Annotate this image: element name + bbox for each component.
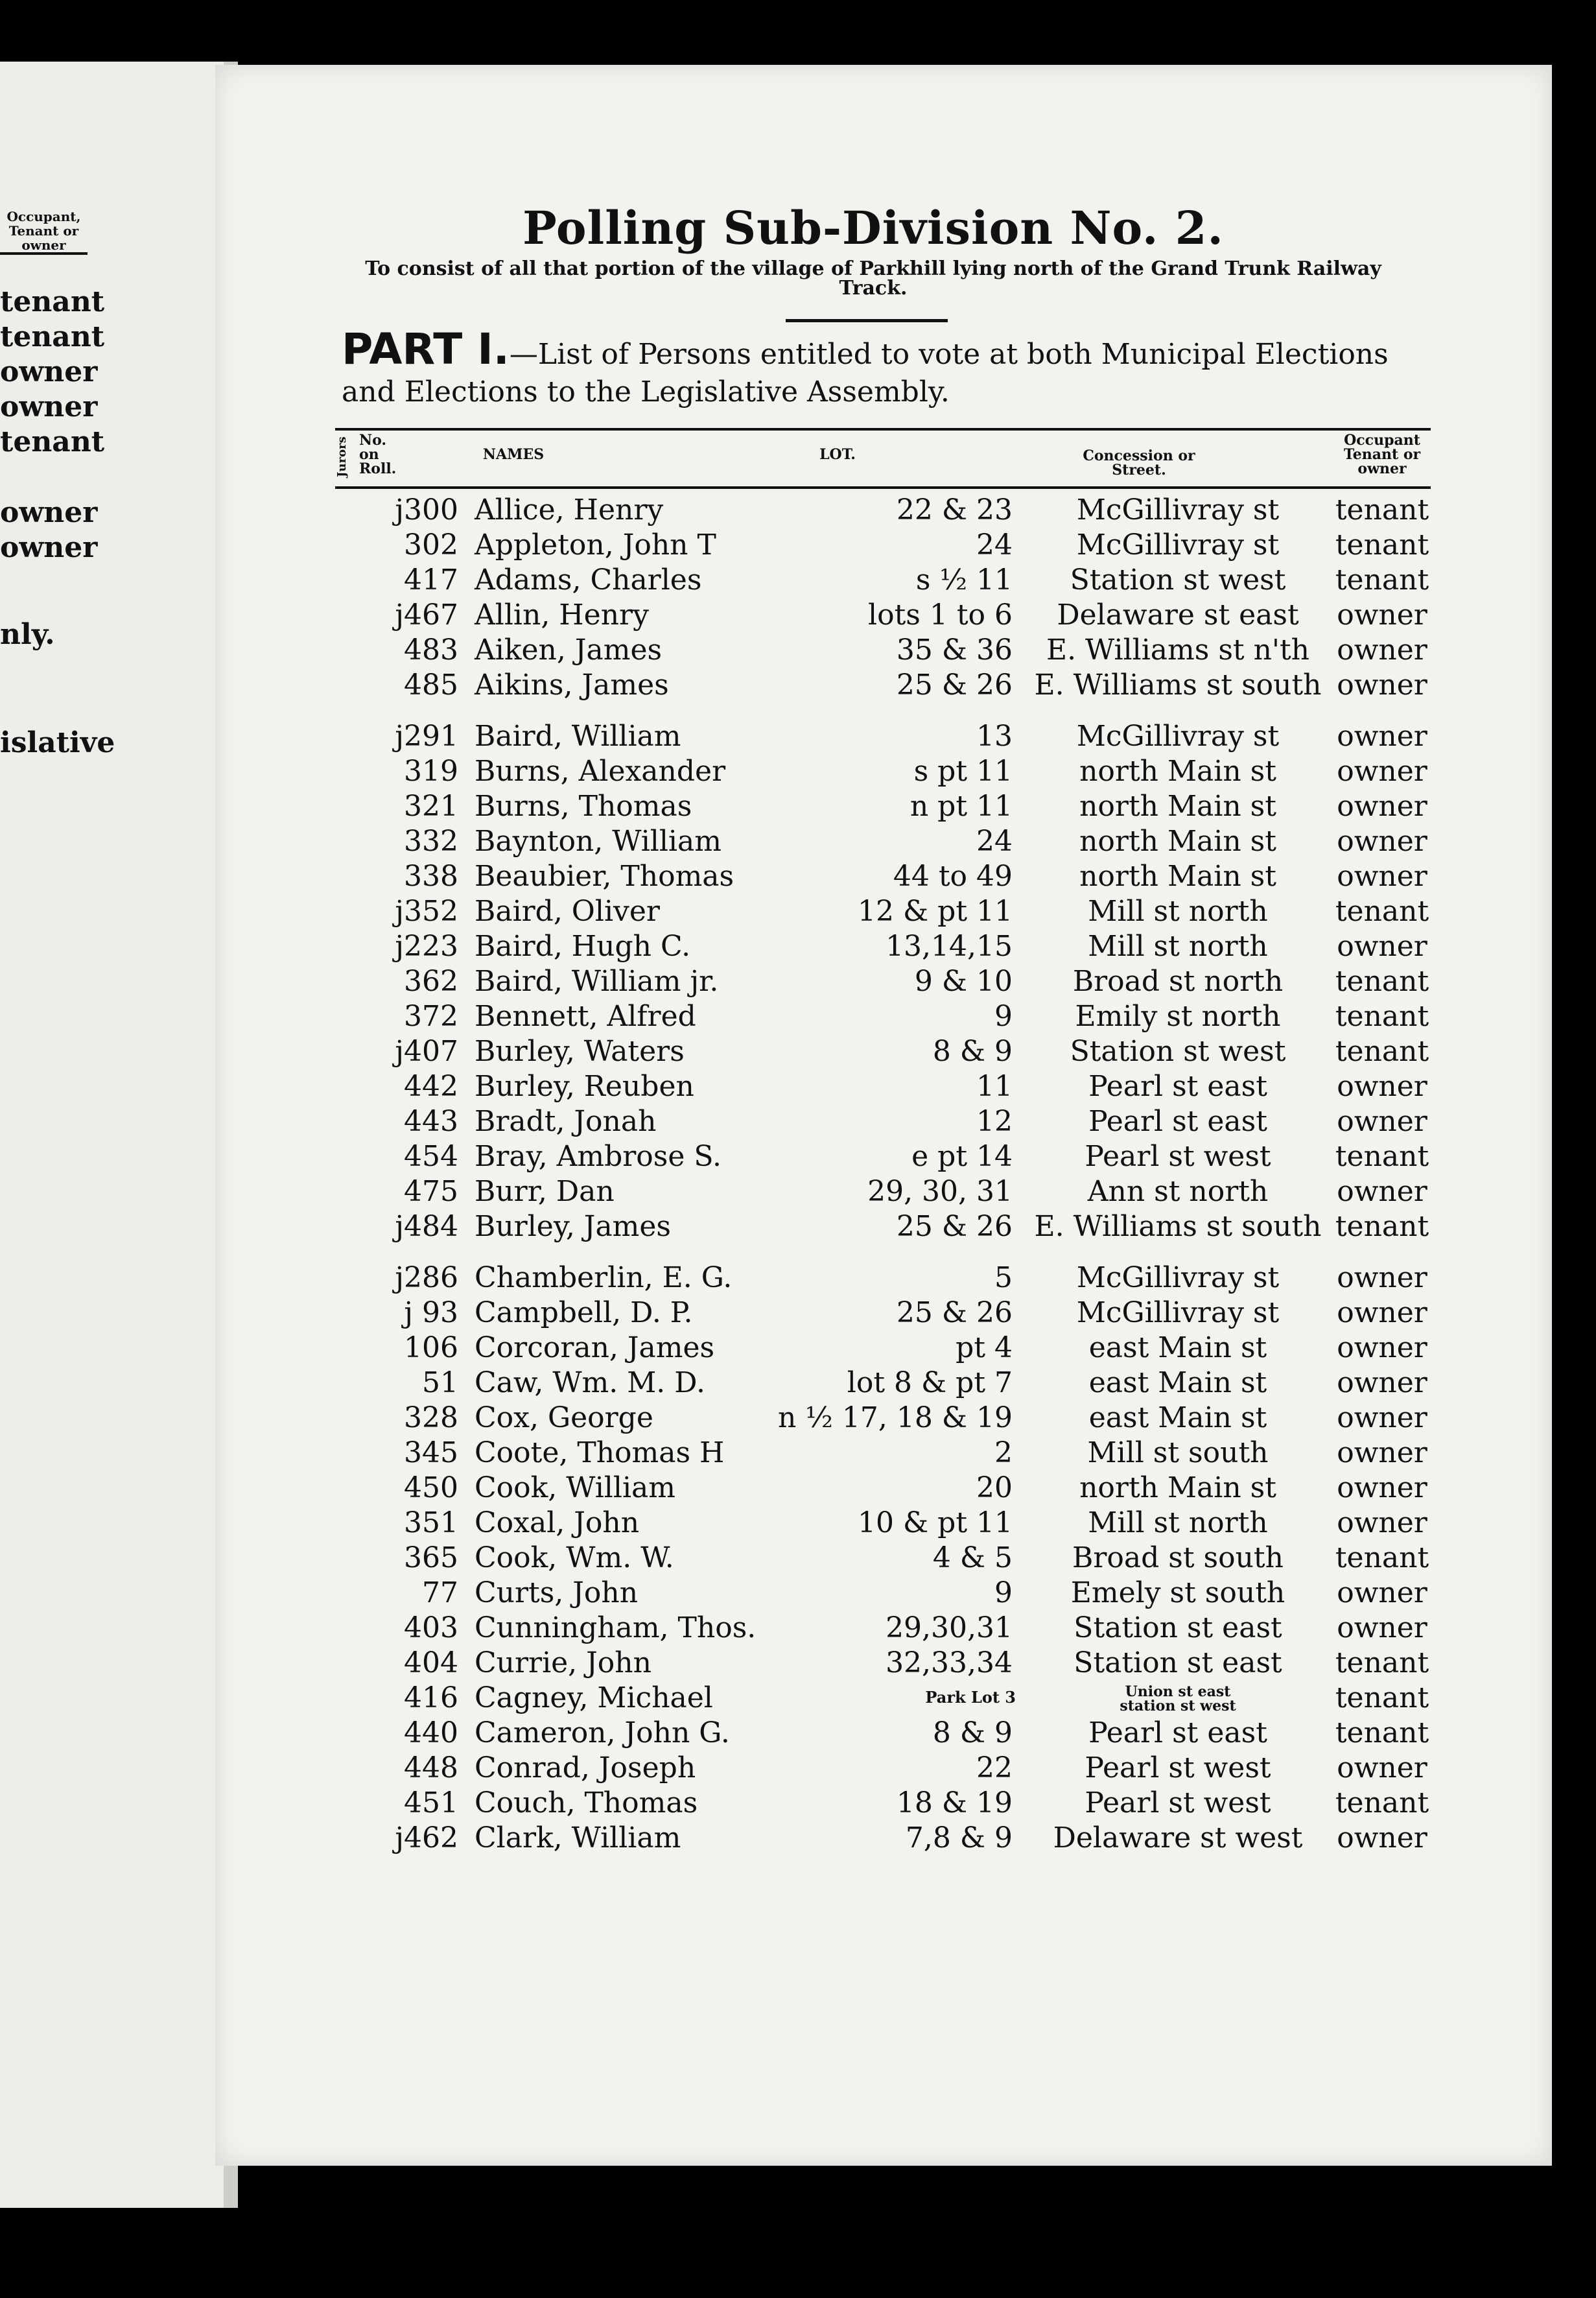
table-row <box>335 668 1431 703</box>
table-row <box>335 1331 1431 1366</box>
lot-number: 25 & 26 <box>896 1296 1013 1329</box>
voter-name: Allin, Henry <box>475 598 649 632</box>
roll-number: 362 <box>404 965 458 998</box>
lot-number: s ½ 11 <box>915 563 1013 597</box>
roll-number: 332 <box>404 825 458 858</box>
table-row <box>335 754 1431 789</box>
occupancy-status: owner <box>1337 1105 1427 1138</box>
roll-number: 403 <box>404 1611 458 1644</box>
street-name: north Main st <box>1079 1471 1276 1504</box>
header-concession: Concession or Street. <box>1083 447 1195 479</box>
occupancy-status: tenant <box>1335 1541 1429 1574</box>
street-name: Delaware st west <box>1053 1821 1303 1854</box>
street-name: McGillivray st <box>1076 720 1280 753</box>
lot-number: 7,8 & 9 <box>905 1821 1013 1854</box>
roll-number: 351 <box>404 1506 458 1539</box>
voter-name: Burns, Thomas <box>475 790 692 823</box>
roll-number: 404 <box>404 1646 458 1679</box>
lot-number: 18 & 19 <box>896 1786 1013 1819</box>
occupancy-status: owner <box>1337 1611 1427 1644</box>
lot-number: 24 <box>976 825 1013 858</box>
street-name: Mill st south <box>1087 1436 1269 1469</box>
voter-name: Burley, Waters <box>475 1035 685 1068</box>
lot-number: n ½ 17, 18 & 19 <box>777 1401 1013 1434</box>
roll-number: j462 <box>395 1821 458 1854</box>
occupancy-status: owner <box>1337 790 1427 823</box>
voter-name: Allice, Henry <box>475 493 664 527</box>
occupancy-status: tenant <box>1335 965 1429 998</box>
roll-number: j 93 <box>404 1296 458 1329</box>
street-name: east Main st <box>1088 1331 1267 1364</box>
table-row <box>335 1261 1431 1296</box>
roll-number: 51 <box>422 1366 458 1399</box>
table-row <box>335 1681 1431 1716</box>
occupancy-status: owner <box>1337 1506 1427 1539</box>
table-row <box>335 1296 1431 1331</box>
street-name: east Main st <box>1088 1401 1267 1434</box>
roll-number: j291 <box>395 720 458 753</box>
occupancy-status: owner <box>1337 1331 1427 1364</box>
left-page-line: islative <box>0 726 115 759</box>
table-row <box>335 493 1431 528</box>
street-name: Pearl st west <box>1085 1786 1271 1819</box>
lot-number: 8 & 9 <box>932 1035 1013 1068</box>
roll-number: 345 <box>404 1436 458 1469</box>
table-row <box>335 859 1431 894</box>
roll-number: 454 <box>404 1140 458 1173</box>
left-page-line: tenant <box>0 425 105 458</box>
table-row <box>335 1401 1431 1436</box>
voter-name: Baird, Hugh C. <box>475 930 691 963</box>
occupancy-status: owner <box>1337 720 1427 753</box>
lot-number: n pt 11 <box>909 790 1013 823</box>
occupancy-status: owner <box>1337 1366 1427 1399</box>
street-name: Station st east <box>1074 1646 1282 1679</box>
voter-name: Baird, Oliver <box>475 895 660 928</box>
voter-name: Cox, George <box>475 1401 653 1434</box>
voter-name: Corcoran, James <box>475 1331 715 1364</box>
table-row <box>335 563 1431 598</box>
occupancy-status: owner <box>1337 755 1427 788</box>
occupancy-status: tenant <box>1335 563 1429 597</box>
lot-number: 35 & 36 <box>896 634 1013 667</box>
table-row <box>335 1209 1431 1244</box>
street-name: Delaware st east <box>1057 598 1299 632</box>
roll-number: j223 <box>395 930 458 963</box>
roll-number: j467 <box>395 598 458 632</box>
lot-number: 13,14,15 <box>886 930 1013 963</box>
voter-name: Baynton, William <box>475 825 722 858</box>
street-name: north Main st <box>1079 860 1276 893</box>
street-name: Pearl st west <box>1085 1140 1271 1173</box>
occupancy-status: owner <box>1337 1821 1427 1854</box>
occupancy-status: tenant <box>1335 1140 1429 1173</box>
voter-name: Beaubier, Thomas <box>475 860 734 893</box>
divider <box>786 319 948 322</box>
left-page-line: owner <box>0 390 98 423</box>
voter-name: Cunningham, Thos. <box>475 1611 757 1644</box>
roll-number: 365 <box>404 1541 458 1574</box>
street-name: McGillivray st <box>1076 1261 1280 1294</box>
street-name: Pearl st west <box>1085 1751 1271 1784</box>
voter-name: Adams, Charles <box>475 563 702 597</box>
occupancy-status: owner <box>1337 634 1427 667</box>
street-name: E. Williams st south <box>1034 1210 1322 1243</box>
left-page-line: tenant <box>0 285 105 318</box>
street-name: north Main st <box>1079 790 1276 823</box>
lot-number: 32,33,34 <box>886 1646 1013 1679</box>
voter-name: Coxal, John <box>475 1506 640 1539</box>
table-row <box>335 1069 1431 1104</box>
part-label: PART I. <box>342 324 510 374</box>
roll-number: 443 <box>404 1105 458 1138</box>
voter-name: Cook, William <box>475 1471 675 1504</box>
roll-number: 475 <box>404 1175 458 1208</box>
roll-number: 483 <box>404 634 458 667</box>
left-page-line: owner <box>0 355 98 388</box>
lot-number: 22 <box>976 1751 1013 1784</box>
voter-name: Caw, Wm. M. D. <box>475 1366 705 1399</box>
table-row <box>335 789 1431 824</box>
voter-name: Burns, Alexander <box>475 755 726 788</box>
roll-number: 450 <box>404 1471 458 1504</box>
voter-name: Bradt, Jonah <box>475 1105 657 1138</box>
voter-name: Burley, James <box>475 1210 672 1243</box>
table-row <box>335 1104 1431 1139</box>
lot-number: lot 8 & pt 7 <box>847 1366 1013 1399</box>
left-page-header: Occupant, Tenant or owner <box>0 209 88 255</box>
lot-number: 9 <box>994 1576 1013 1609</box>
occupancy-status: owner <box>1337 825 1427 858</box>
street-name: Ann st north <box>1087 1175 1269 1208</box>
roll-number: j407 <box>395 1035 458 1068</box>
voter-name: Currie, John <box>475 1646 651 1679</box>
street-name: Pearl st east <box>1088 1105 1267 1138</box>
lot-number: 4 & 5 <box>932 1541 1013 1574</box>
lot-number: 11 <box>976 1070 1013 1103</box>
lot-note: Park Lot 3 <box>925 1688 1016 1707</box>
occupancy-status: tenant <box>1335 528 1429 562</box>
roll-number: 106 <box>404 1331 458 1364</box>
voter-name: Bray, Ambrose S. <box>475 1140 722 1173</box>
occupancy-status: tenant <box>1335 1035 1429 1068</box>
lot-number: pt 4 <box>956 1331 1013 1364</box>
roll-number: 77 <box>422 1576 458 1609</box>
roll-number: 321 <box>404 790 458 823</box>
occupancy-status: tenant <box>1335 1681 1429 1714</box>
table-row <box>335 1611 1431 1646</box>
occupancy-status: tenant <box>1335 895 1429 928</box>
occupancy-status: owner <box>1337 1175 1427 1208</box>
left-page-line: tenant <box>0 320 105 353</box>
page-subtitle: To consist of all that portion of the village of Parkhill lying north of the Grand Trunk Railway Track. <box>365 257 1381 300</box>
table-row <box>335 1751 1431 1786</box>
header-lot: LOT. <box>819 446 856 463</box>
table-row <box>335 1139 1431 1174</box>
voter-name: Cook, Wm. W. <box>475 1541 674 1574</box>
lot-number: 22 & 23 <box>896 493 1013 527</box>
occupancy-status: owner <box>1337 1471 1427 1504</box>
lot-number: 9 <box>994 1000 1013 1033</box>
lot-number: 9 & 10 <box>914 965 1013 998</box>
roll-number: j352 <box>395 895 458 928</box>
street-name: Broad st south <box>1072 1541 1284 1574</box>
table-row <box>335 633 1431 668</box>
header-names: NAMES <box>482 446 545 463</box>
voter-name: Aikins, James <box>475 669 669 702</box>
street-name: E. Williams st south <box>1034 669 1322 702</box>
roll-number: 338 <box>404 860 458 893</box>
table-row <box>335 528 1431 563</box>
table-row <box>335 894 1431 929</box>
voter-name: Couch, Thomas <box>475 1786 698 1819</box>
lot-number: 20 <box>976 1471 1013 1504</box>
header-rule-top <box>335 428 1431 431</box>
street-name: Pearl st east <box>1088 1716 1267 1749</box>
occupancy-status: owner <box>1337 1436 1427 1469</box>
voter-name: Aiken, James <box>475 634 663 667</box>
table-row <box>335 1786 1431 1821</box>
voter-name: Curts, John <box>475 1576 639 1609</box>
street-name: Emely st south <box>1070 1576 1285 1609</box>
table-row <box>335 1034 1431 1069</box>
lot-number: 12 & pt 11 <box>858 895 1013 928</box>
roll-number: j300 <box>395 493 458 527</box>
lot-number: lots 1 to 6 <box>868 598 1013 632</box>
lot-number: 25 & 26 <box>896 669 1013 702</box>
roll-number: 372 <box>404 1000 458 1033</box>
occupancy-status: tenant <box>1335 1000 1429 1033</box>
occupancy-status: owner <box>1337 1070 1427 1103</box>
table-row <box>335 598 1431 633</box>
voter-name: Cameron, John G. <box>475 1716 730 1749</box>
street-name: Emily st north <box>1075 1000 1281 1033</box>
roll-number: 448 <box>404 1751 458 1784</box>
table-row <box>335 1366 1431 1401</box>
lot-number: 10 & pt 11 <box>858 1506 1013 1539</box>
roll-number: 485 <box>404 669 458 702</box>
table-row <box>335 1541 1431 1576</box>
left-page-line: nly. <box>0 618 55 651</box>
occupancy-status: owner <box>1337 1751 1427 1784</box>
lot-number: 13 <box>976 720 1013 753</box>
street-name: Broad st north <box>1072 965 1284 998</box>
lot-number: e pt 14 <box>911 1140 1013 1173</box>
street-note: Union st east station st west <box>1120 1683 1236 1714</box>
lot-number: 25 & 26 <box>896 1210 1013 1243</box>
voter-name: Baird, William <box>475 720 681 753</box>
page-title: Polling Sub-Division No. 2. <box>522 201 1224 255</box>
table-row <box>335 929 1431 964</box>
street-name: Pearl st east <box>1088 1070 1267 1103</box>
street-name: Mill st north <box>1088 1506 1268 1539</box>
voter-name: Cagney, Michael <box>475 1681 713 1714</box>
occupancy-status: owner <box>1337 598 1427 632</box>
lot-number: 12 <box>976 1105 1013 1138</box>
lot-number: 24 <box>976 528 1013 562</box>
table-row <box>335 1471 1431 1506</box>
table-row <box>335 964 1431 999</box>
left-page-fragment <box>0 62 238 2208</box>
voter-name: Conrad, Joseph <box>475 1751 696 1784</box>
street-name: McGillivray st <box>1076 528 1280 562</box>
roll-number: 319 <box>404 755 458 788</box>
table-row <box>335 1436 1431 1471</box>
voter-name: Chamberlin, E. G. <box>475 1261 733 1294</box>
table-row <box>335 1716 1431 1751</box>
street-name: Mill st north <box>1088 895 1268 928</box>
part-text: —List of Persons entitled to vote at both Municipal Elections and Elections to the Legislative Assembly. <box>342 338 1389 409</box>
table-row <box>335 824 1431 859</box>
roll-number: j286 <box>395 1261 458 1294</box>
voter-name: Burr, Dan <box>475 1175 615 1208</box>
occupancy-status: tenant <box>1335 1716 1429 1749</box>
voter-name: Bennett, Alfred <box>475 1000 696 1033</box>
left-page-line: owner <box>0 531 98 564</box>
roll-number: 417 <box>404 563 458 597</box>
header-occupant: Occupant Tenant or owner <box>1343 432 1421 477</box>
occupancy-status: owner <box>1337 1261 1427 1294</box>
voter-name: Baird, William jr. <box>475 965 719 998</box>
table-row <box>335 1646 1431 1681</box>
roll-number: j484 <box>395 1210 458 1243</box>
street-name: McGillivray st <box>1076 493 1280 527</box>
header-rule-bottom <box>335 486 1431 489</box>
voter-name: Campbell, D. P. <box>475 1296 693 1329</box>
street-name: Station st west <box>1070 1035 1286 1068</box>
roll-number: 442 <box>404 1070 458 1103</box>
street-name: north Main st <box>1079 825 1276 858</box>
occupancy-status: owner <box>1337 930 1427 963</box>
main-page <box>215 65 1552 2166</box>
occupancy-status: owner <box>1337 1401 1427 1434</box>
lot-number: 29,30,31 <box>886 1611 1013 1644</box>
roll-number: 440 <box>404 1716 458 1749</box>
lot-number: 2 <box>994 1436 1013 1469</box>
voter-name: Coote, Thomas H <box>475 1436 725 1469</box>
roll-number: 416 <box>404 1681 458 1714</box>
lot-number: 8 & 9 <box>932 1716 1013 1749</box>
occupancy-status: owner <box>1337 1576 1427 1609</box>
header-jurors: Jurors <box>335 436 349 478</box>
occupancy-status: owner <box>1337 669 1427 702</box>
occupancy-status: tenant <box>1335 493 1429 527</box>
part-heading <box>342 324 1418 411</box>
street-name: north Main st <box>1079 755 1276 788</box>
left-page-line: owner <box>0 496 98 529</box>
street-name: east Main st <box>1088 1366 1267 1399</box>
street-name: Station st east <box>1074 1611 1282 1644</box>
header-no-on-roll: No. on Roll. <box>359 432 397 477</box>
voter-name: Appleton, John T <box>475 528 716 562</box>
roll-number: 302 <box>404 528 458 562</box>
lot-number: s pt 11 <box>913 755 1013 788</box>
lot-number: 44 to 49 <box>893 860 1013 893</box>
lot-number: 29, 30, 31 <box>867 1175 1013 1208</box>
occupancy-status: tenant <box>1335 1786 1429 1819</box>
table-row <box>335 1821 1431 1856</box>
table-row <box>335 1506 1431 1541</box>
roll-number: 451 <box>404 1786 458 1819</box>
street-name: McGillivray st <box>1076 1296 1280 1329</box>
voter-name: Clark, William <box>475 1821 681 1854</box>
table-row <box>335 1576 1431 1611</box>
roll-number: 328 <box>404 1401 458 1434</box>
voter-name: Burley, Reuben <box>475 1070 694 1103</box>
occupancy-status: tenant <box>1335 1646 1429 1679</box>
occupancy-status: owner <box>1337 1296 1427 1329</box>
occupancy-status: tenant <box>1335 1210 1429 1243</box>
street-name: Mill st north <box>1088 930 1268 963</box>
lot-number: 5 <box>994 1261 1013 1294</box>
table-row <box>335 719 1431 754</box>
street-name: Station st west <box>1070 563 1286 597</box>
occupancy-status: owner <box>1337 860 1427 893</box>
street-name: E. Williams st n'th <box>1046 634 1310 667</box>
table-row <box>335 1174 1431 1209</box>
table-row <box>335 999 1431 1034</box>
